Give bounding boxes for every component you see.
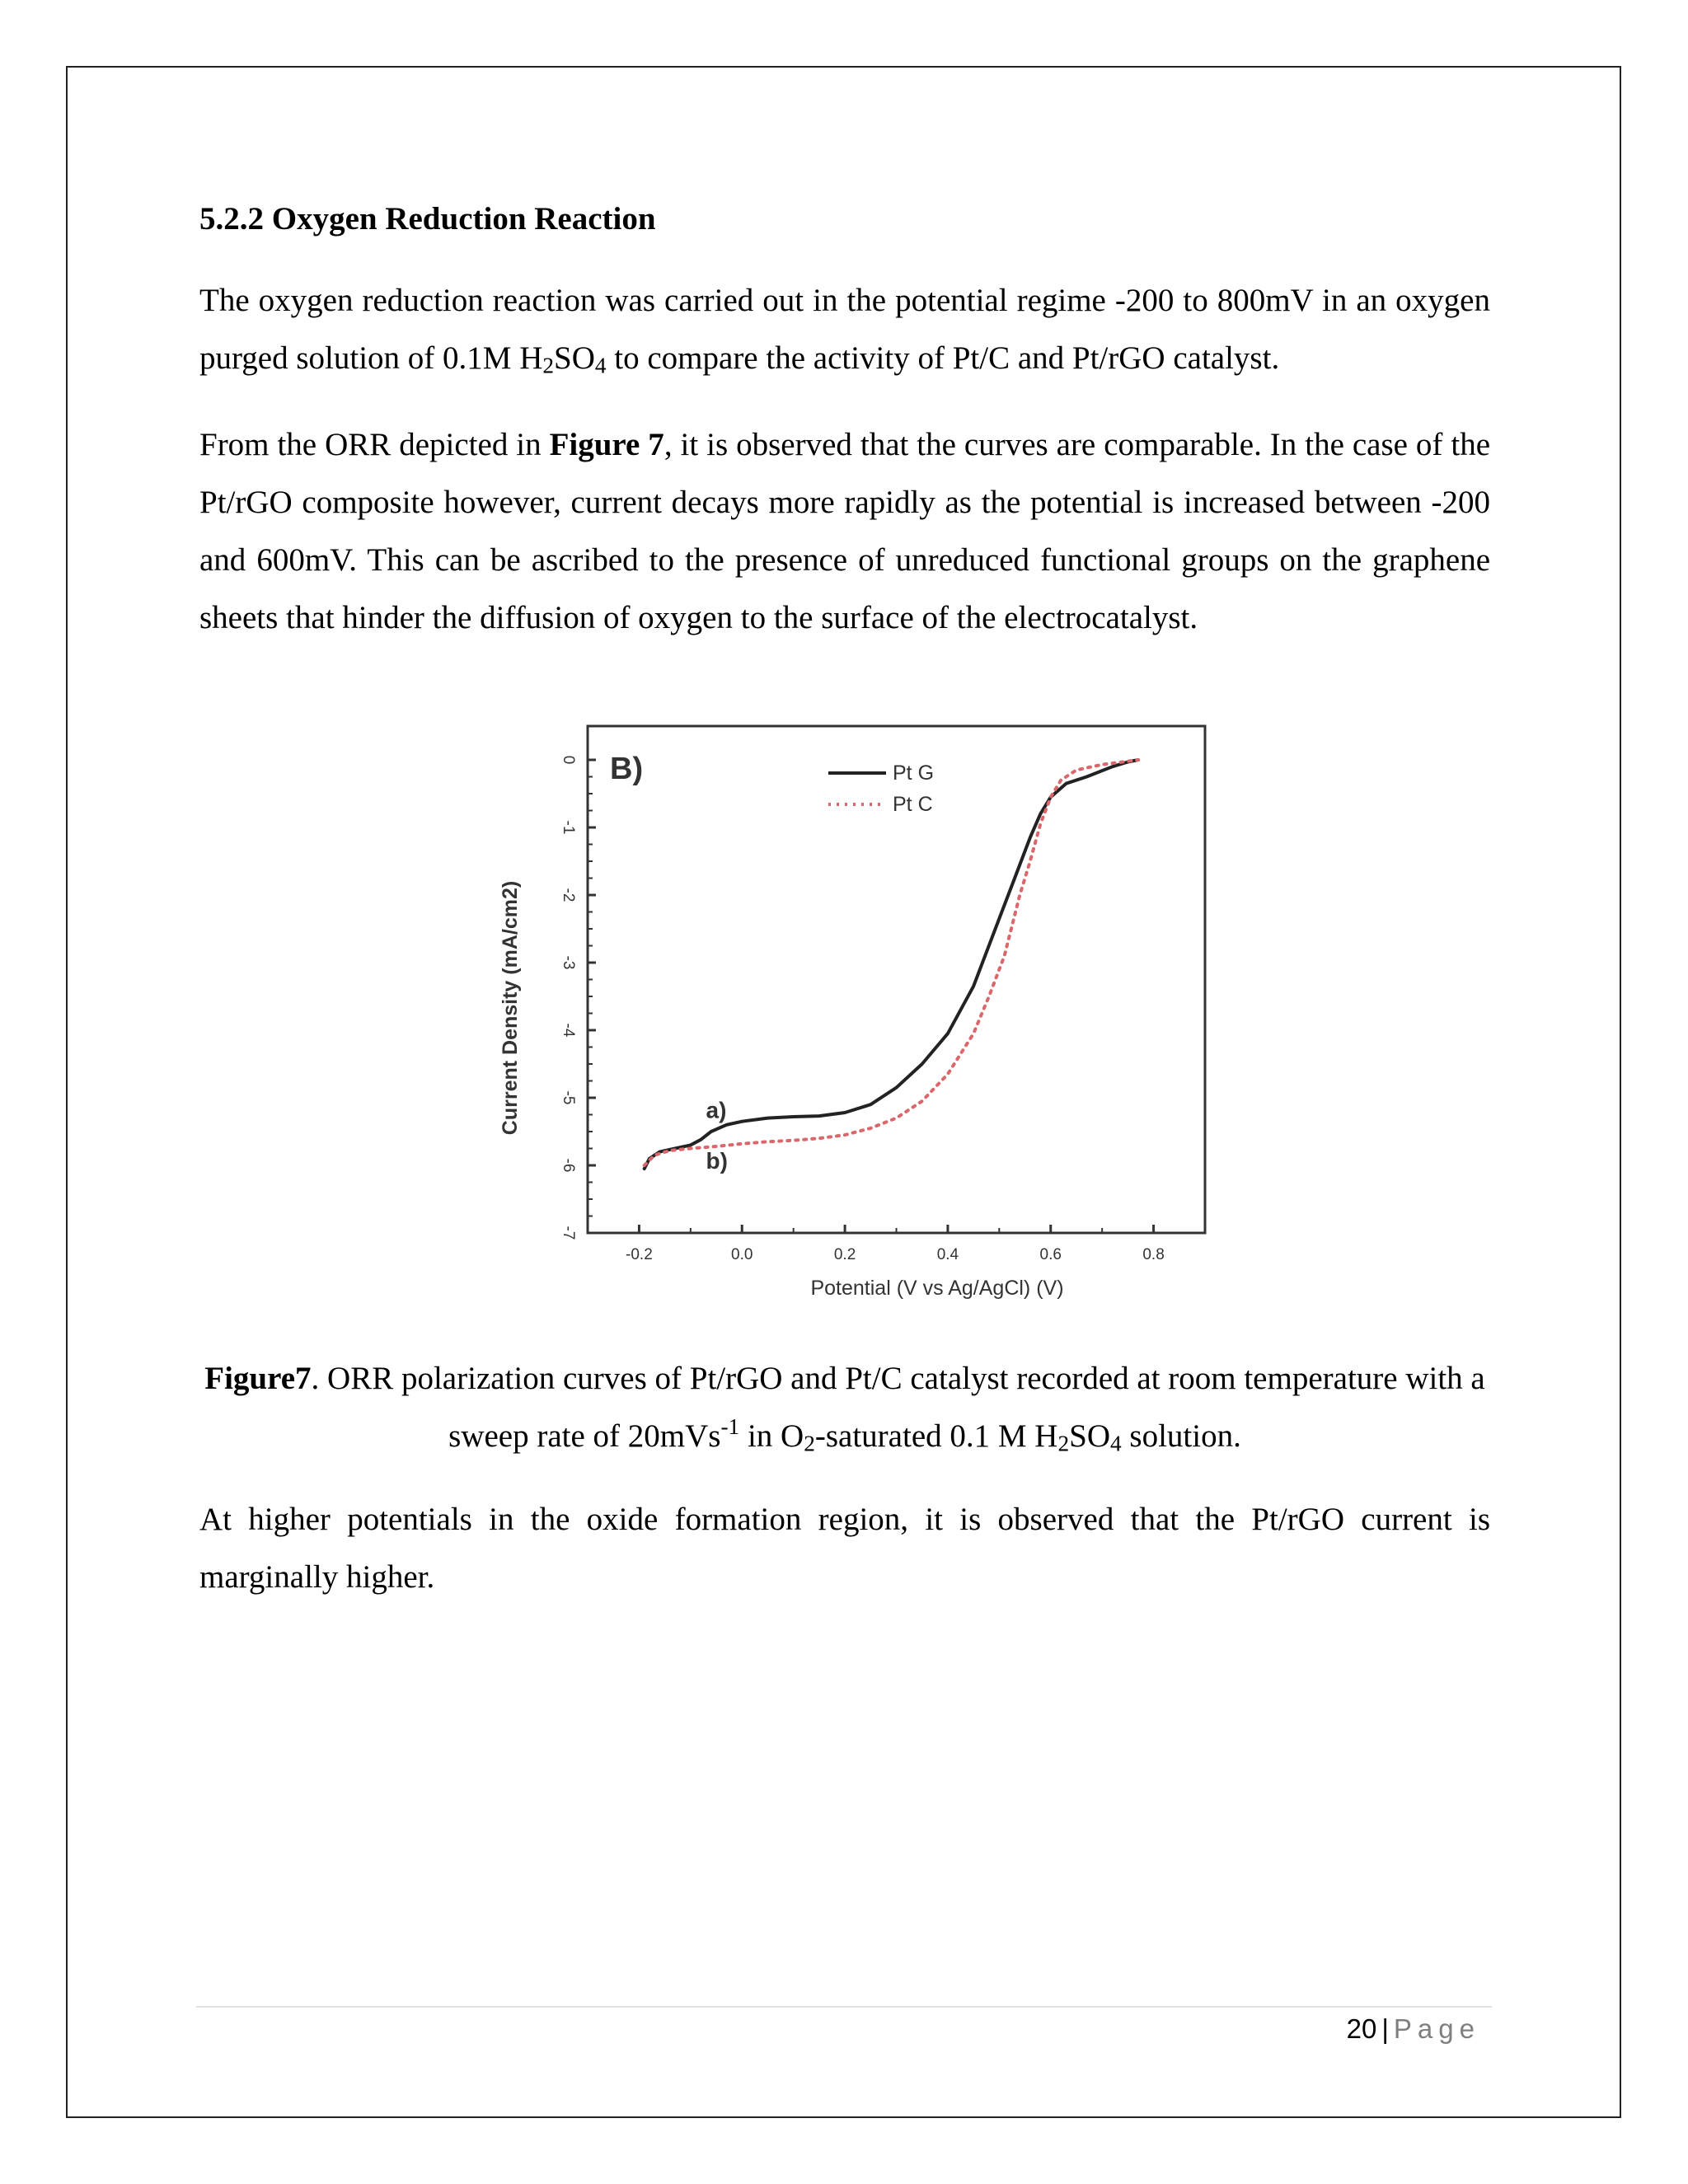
caption-text-c: -saturated 0.1 M H <box>814 1418 1058 1454</box>
figure-reference: Figure 7 <box>549 427 664 462</box>
chart-background <box>482 687 1262 1301</box>
paragraph-3: At higher potentials in the oxide formation region, it is observed that the Pt/rGO current is marginally higher. <box>199 1502 1490 1595</box>
caption-text-e: solution. <box>1121 1418 1241 1454</box>
legend-label: Pt C <box>893 793 933 816</box>
x-tick-label: 0.6 <box>1039 1246 1062 1263</box>
y-tick-label: -1 <box>559 820 577 835</box>
x-tick-label: 0.8 <box>1142 1246 1165 1263</box>
curve-annotation: b) <box>706 1148 728 1174</box>
x-tick-label: 0.4 <box>936 1246 959 1263</box>
paragraph-2 <box>199 416 1490 647</box>
y-tick-label: -7 <box>559 1226 577 1240</box>
y-tick-label: -6 <box>559 1158 577 1173</box>
y-tick-label: -5 <box>559 1090 577 1105</box>
y-tick-label: -2 <box>559 888 577 902</box>
legend-label: Pt G <box>893 762 935 785</box>
section-heading: 5.2.2 Oxygen Reduction Reaction <box>199 201 656 237</box>
figure-caption <box>199 1350 1490 1465</box>
y-tick-label: -4 <box>559 1023 577 1038</box>
footer-separator: | <box>1381 2013 1389 2044</box>
paragraph-1-text-c: to compare the activity of Pt/C and Pt/rGO catalyst. <box>606 340 1280 376</box>
figure-7 <box>482 687 1262 1301</box>
x-tick-label: 0.2 <box>833 1246 856 1263</box>
page-word: Page <box>1393 2013 1480 2044</box>
page-number: 20 <box>1346 2013 1377 2044</box>
footer-rule <box>196 2006 1492 2008</box>
subscript: 2 <box>804 1431 815 1456</box>
x-tick-label: 0.0 <box>731 1246 753 1263</box>
curve-annotation: a) <box>706 1097 727 1123</box>
paragraph-2-text-b: , it is observed that the curves are comparable. In the case of the Pt/rGO composite however, current decays more rapidly as the potential is increased between -200 and 600mV. This can be ascribed to the presence of unreduced functional groups on the graphene sheets that hinder the diffusion of oxygen to the surface of the electrocatalyst. <box>199 427 1491 635</box>
page-footer <box>1347 2011 1480 2047</box>
caption-text-d: SO <box>1069 1418 1110 1454</box>
figure-label: Figure7 <box>204 1361 312 1396</box>
subscript: 2 <box>542 353 555 378</box>
y-axis-label: Current Density (mA/cm2) <box>499 880 522 1136</box>
caption-text-a: . ORR polarization curves of Pt/rGO and Pt/C catalyst recorded at room temperature with a sweep rate of 20mVs <box>311 1361 1485 1454</box>
paragraph-2-text-a: From the ORR depicted in <box>199 427 550 462</box>
panel-label: B) <box>610 752 644 786</box>
y-tick-label: -3 <box>559 955 577 970</box>
caption-text-b: in O <box>739 1418 804 1454</box>
subscript: 4 <box>594 353 607 378</box>
x-axis-label: Potential (V vs Ag/AgCl) (V) <box>810 1277 1064 1300</box>
paragraph-1-text-b: SO <box>554 340 595 376</box>
y-tick-label: 0 <box>559 755 577 765</box>
superscript: -1 <box>720 1414 740 1439</box>
x-tick-label: -0.2 <box>626 1246 653 1263</box>
orr-chart <box>482 687 1262 1301</box>
subscript: 4 <box>1110 1431 1122 1456</box>
paragraph-1 <box>199 272 1490 387</box>
subscript: 2 <box>1057 1431 1070 1456</box>
paragraph-1-text-a: The oxygen reduction reaction was carried out in the potential regime -200 to 800mV in an oxygen purged solution of 0.1M H <box>199 283 1490 376</box>
